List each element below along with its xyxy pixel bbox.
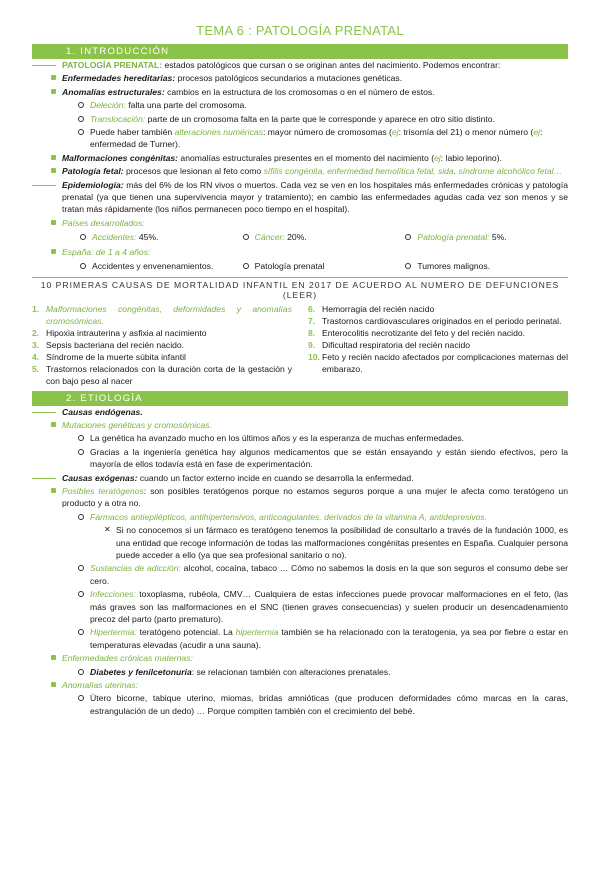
section-etiologia: 2. ETIOLOGÍA [32, 391, 568, 406]
epidemiology: Epidemiología: más del 6% de los RN vivos o muertos. Cada vez se ven en los hospitales más enfermedades crónicas y patología prenatal (ya que tienen una supervivencia mayor y tratamiento); en cambio las enfermedades agudas cada vez son menos y se tratan más rápidamente (los niños permanecen poco tiempo en el hospital). [32, 179, 568, 216]
spain-cause-item: Patología prenatal [243, 260, 406, 272]
cause-item: 10. Feto y recién nacido afectados por complicaciones maternas del embarazo. [308, 351, 568, 374]
developed-stats-row [32, 231, 568, 243]
cause-item: 2. Hipoxia intrauterina y asfixia al nacimiento [32, 327, 207, 338]
hereditary-item: Enfermedades hereditarias: procesos patológicos secundarios a mutaciones genéticas. [32, 72, 568, 84]
section-introduccion: 1. INTRODUCCIÓN [32, 44, 568, 59]
diabetes-item: Diabetes y fenilcetonuria: se relacionan también con alteraciones prenatales. [32, 666, 568, 678]
cause-item: 7. Trastornos cardiovasculares originados en el periodo perinatal. [308, 315, 562, 326]
cause-item: 5. Trastornos relacionados con la duración corta de la gestación y con bajo peso al nacer [32, 363, 292, 386]
fetal-pathology-item: Patología fetal: procesos que lesionan al feto como sífilis congénita, enfermedad hemolítica fetal, sida, síndrome alcohólico fetal… [32, 165, 568, 177]
drugs-note: ✕ Si no conocemos si un fármaco es teratógeno tenemos la posibilidad de consultarlo a través de la fundación 1000, es una entidad que recoge información de todas las malformaciones congénitas presentes en España. Cualquier persona puede acceder a ello (ya que sea profesional sanitario o no). [32, 524, 568, 561]
maternal-diseases: Enfermedades crónicas maternas: [32, 652, 568, 664]
stat-item: Cáncer: 20%. [243, 231, 406, 243]
intro-content [0, 59, 600, 273]
spain-cause-item: Accidentes y envenenamientos. [80, 260, 243, 272]
numeric-alterations-item: Puede haber también alteraciones numéricas: mayor número de cromosomas (ej: trisomía del 21) o menor número (ej: enfermedad de Turner). [32, 126, 568, 151]
infections-item: Infecciones: toxoplasma, rubéola, CMV… Cualquiera de estas infecciones puede provocar malformaciones en el feto, (las más graves son las malformaciones en el SNC (tienen graves consecuencias) y suelen producir un desencadenamiento precoz del parto (parto prematuro). [32, 588, 568, 625]
genetic-mutations: Mutaciones genéticas y cromosómicas. [32, 419, 568, 431]
spain-ages: España: de 1 a 4 años: [32, 246, 568, 258]
causes-heading: 10 PRIMERAS CAUSAS DE MORTALIDAD INFANTIL EN 2017 DE ACUERDO AL NUMERO DE DEFUNCIONES (LEER) [32, 277, 568, 300]
translocation-item: Translocación: parte de un cromosoma falta en la parte que le corresponde y aparece en otro sitio distinto. [32, 113, 568, 125]
uterine-anomalies: Anomalías uterinas: [32, 679, 568, 691]
structural-item: Anomalías estructurales: cambios en la estructura de los cromosomas o en el número de estos. [32, 86, 568, 98]
page-title: TEMA 6 : PATOLOGÍA PRENATAL [196, 23, 404, 38]
intro-definition: PATOLOGÍA PRENATAL: estados patológicos que cursan o se originan antes del nacimiento. Podemos encontrar: [32, 59, 568, 71]
congenital-item: Malformaciones congénitas: anomalías estructurales presentes en el momento del nacimiento (ej: labio leporino). [32, 152, 568, 164]
hyperthermia-item: Hipertermia: teratógeno potencial. La hipertermia también se ha relacionado con la teratogenia, ya sea por fiebre o estar en temperaturas elevadas (acudir a una sauna). [32, 626, 568, 651]
uterine-item: Útero bicorne, tabique uterino, miomas, bridas amnióticas (que producen deformidades cómo marcas en la caras, estrangulación de un dedo) … Porque compiten también con el crecimiento del bebé. [32, 692, 568, 717]
cause-item: 1. Malformaciones congénitas, deformidades y anomalías cromosómicas. [32, 303, 292, 326]
cause-item: 6. Hemorragia del recién nacido [308, 303, 435, 314]
causes-list [32, 303, 568, 387]
possible-teratogens: Posibles teratógenos: son posibles teratógenos porque no estamos seguros porque a una mujer le afecta como teratógeno un producto y a otra no. [32, 485, 568, 510]
causes-right-column [308, 303, 568, 387]
etiology-content [0, 406, 600, 718]
stat-item: Patología prenatal: 5%. [405, 231, 568, 243]
genetic-item: La genética ha avanzado mucho en los últimos años y es la esperanza de muchas enfermedades. [32, 432, 568, 444]
stat-item: Accidentes: 45%. [80, 231, 243, 243]
causes-left-column [32, 303, 292, 387]
addiction-item: Sustancias de adicción: alcohol, cocaína, tabaco … Cómo no sabemos la dosis en la que son seguros el consumo debe ser cero. [32, 562, 568, 587]
deletion-item: Deleción: falta una parte del cromosoma. [32, 99, 568, 111]
endogenous-causes: Causas endógenas. [32, 406, 568, 418]
spain-cause-item: Tumores malignos. [405, 260, 568, 272]
developed-countries: Países desarrollados: [32, 217, 568, 229]
exogenous-causes: Causas exógenas: cuando un factor externo incide en cuando se desarrolla la enfermedad. [32, 472, 568, 484]
cause-item: 4. Síndrome de la muerte súbita infantil [32, 351, 186, 362]
spain-causes-row [32, 260, 568, 272]
cause-item: 3. Sepsis bacteriana del recién nacido. [32, 339, 185, 350]
drugs-item: Fármacos antiepilépticos, antihipertensivos, anticoagulantes, derivados de la vitamina A, antidepresivos. [32, 511, 568, 523]
cause-item: 8. Enterocolitis necrotizante del feto y del recién nacido. [308, 327, 526, 338]
genetic-item: Gracias a la ingeniería genética hay algunos medicamentos que se están ensayando y están siendo efectivos, pero la mayoría de ellos todavía está en fase de experimentación. [32, 446, 568, 471]
cause-item: 9. Dificultad respiratoria del recién nacido [308, 339, 471, 350]
